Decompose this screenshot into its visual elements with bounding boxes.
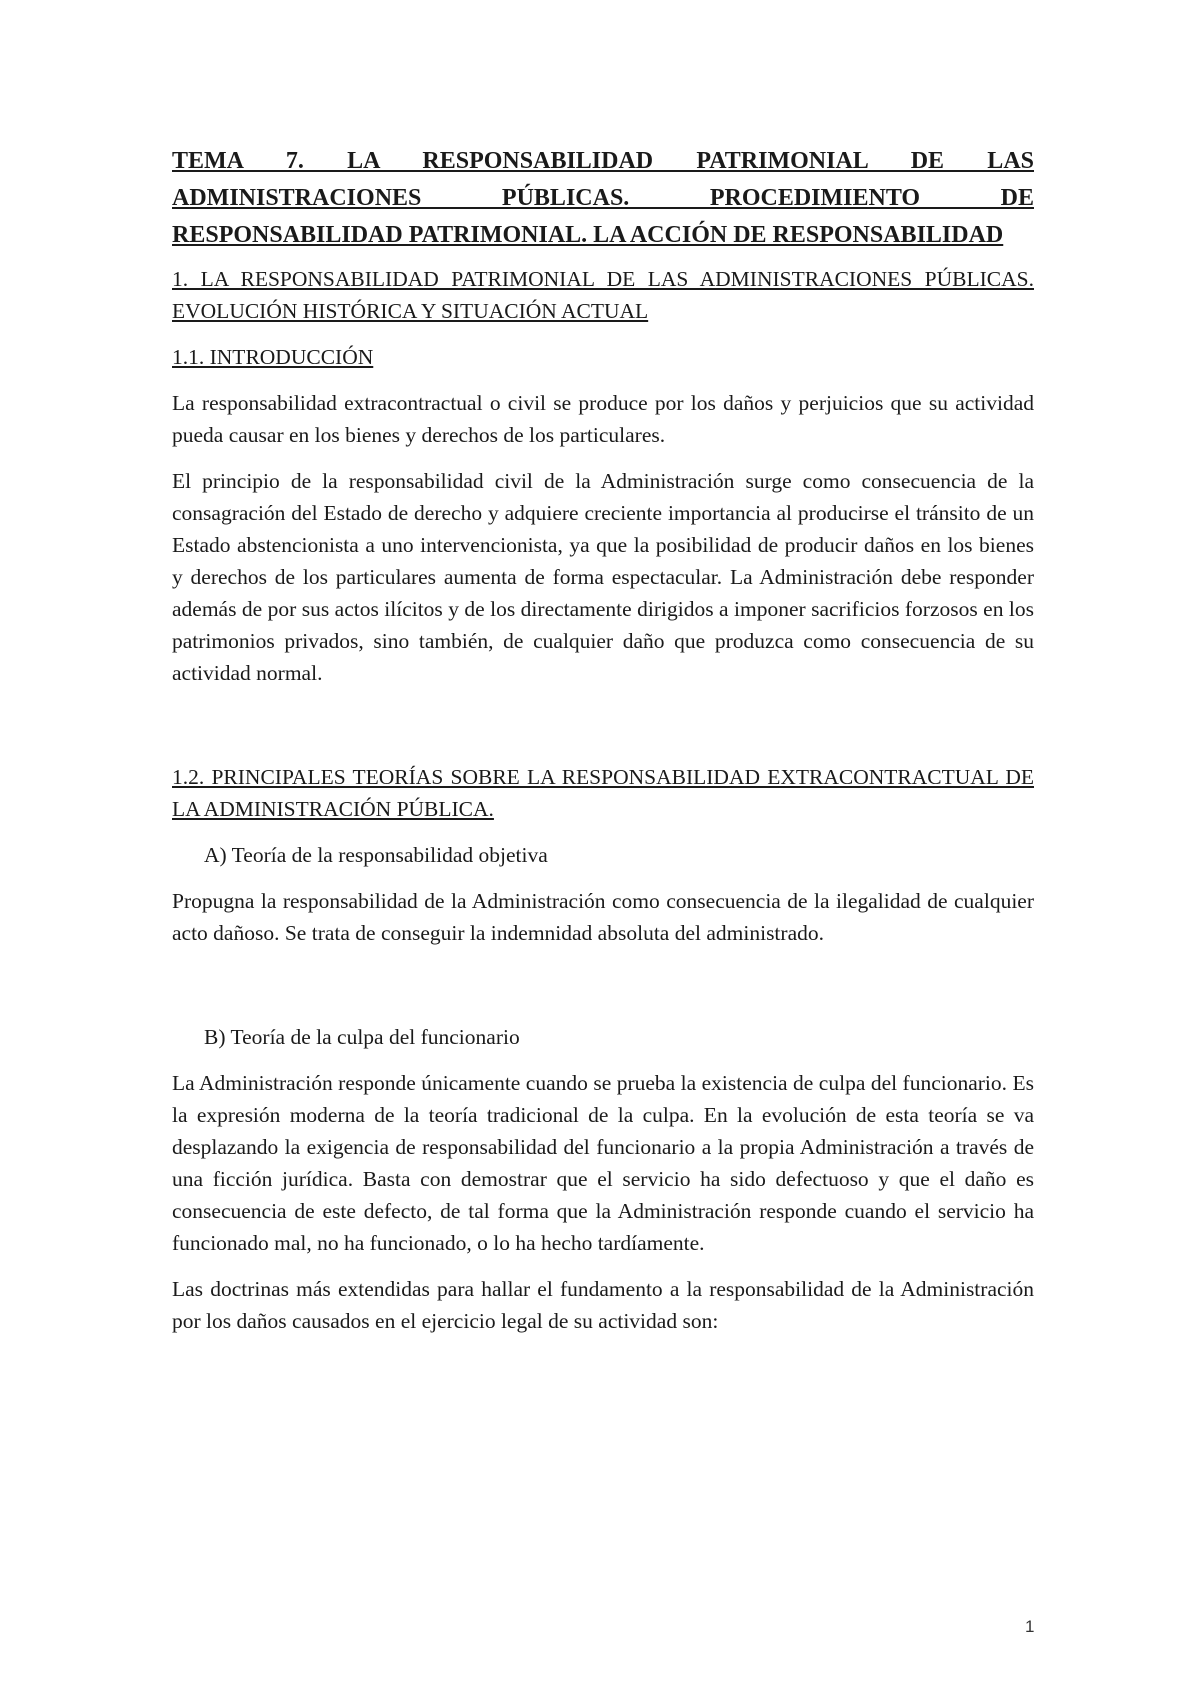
theory-a-paragraph: Propugna la responsabilidad de la Administración como consecuencia de la ilegalidad de cualquier acto dañoso. Se trata de conseguir la indemnidad absoluta del administrado. bbox=[172, 889, 1034, 945]
page-number: 1 bbox=[1025, 1617, 1035, 1636]
closing-paragraph: Las doctrinas más extendidas para hallar el fundamento a la responsabilidad de la Administración por los daños causados en el ejercicio legal de su actividad son: bbox=[172, 1277, 1034, 1333]
theory-b-heading: B) Teoría de la culpa del funcionario bbox=[204, 1025, 520, 1049]
intro-paragraph-1: La responsabilidad extracontractual o civil se produce por los daños y perjuicios que su actividad pueda causar en los bienes y derechos de los particulares. bbox=[172, 391, 1034, 447]
section-1-2-heading: 1.2. PRINCIPALES TEORÍAS SOBRE LA RESPONSABILIDAD EXTRACONTRACTUAL DE LA ADMINISTRACIÓN PÚBLICA. bbox=[172, 765, 1034, 821]
theory-b-paragraph: La Administración responde únicamente cuando se prueba la existencia de culpa del funcionario. Es la expresión moderna de la teoría tradicional de la culpa. En la evolución de esta teoría se va desplazando la exigencia de responsabilidad del funcionario a la propia Administración a través de una ficción jurídica. Basta con demostrar que el servicio ha sido defectuoso y que el daño es consecuencia de este defecto, de tal forma que la Administración responde cuando el servicio ha funcionado mal, no ha funcionado, o lo ha hecho tardíamente. bbox=[172, 1071, 1034, 1255]
document-body bbox=[172, 143, 1034, 1337]
document-title: TEMA 7. LA RESPONSABILIDAD PATRIMONIAL DE LAS ADMINISTRACIONES PÚBLICAS. PROCEDIMIENTO DE RESPONSABILIDAD PATRIMONIAL. LA ACCIÓN DE RESPONSABILIDAD bbox=[172, 148, 1034, 248]
theory-a-heading: A) Teoría de la responsabilidad objetiva bbox=[204, 843, 548, 867]
section-1-heading: 1. LA RESPONSABILIDAD PATRIMONIAL DE LAS ADMINISTRACIONES PÚBLICAS. EVOLUCIÓN HISTÓRICA Y SITUACIÓN ACTUAL bbox=[172, 267, 1034, 323]
intro-paragraph-2: El principio de la responsabilidad civil de la Administración surge como consecuencia de la consagración del Estado de derecho y adquiere creciente importancia al producirse el tránsito de un Estado abstencionista a uno intervencionista, ya que la posibilidad de producir daños en los bienes y derechos de los particulares aumenta de forma espectacular. La Administración debe responder además de por sus actos ilícitos y de los directamente dirigidos a imponer sacrificios forzosos en los patrimonios privados, sino también, de cualquier daño que produzca como consecuencia de su actividad normal. bbox=[172, 469, 1034, 685]
section-1-1-heading: 1.1. INTRODUCCIÓN bbox=[172, 345, 374, 369]
